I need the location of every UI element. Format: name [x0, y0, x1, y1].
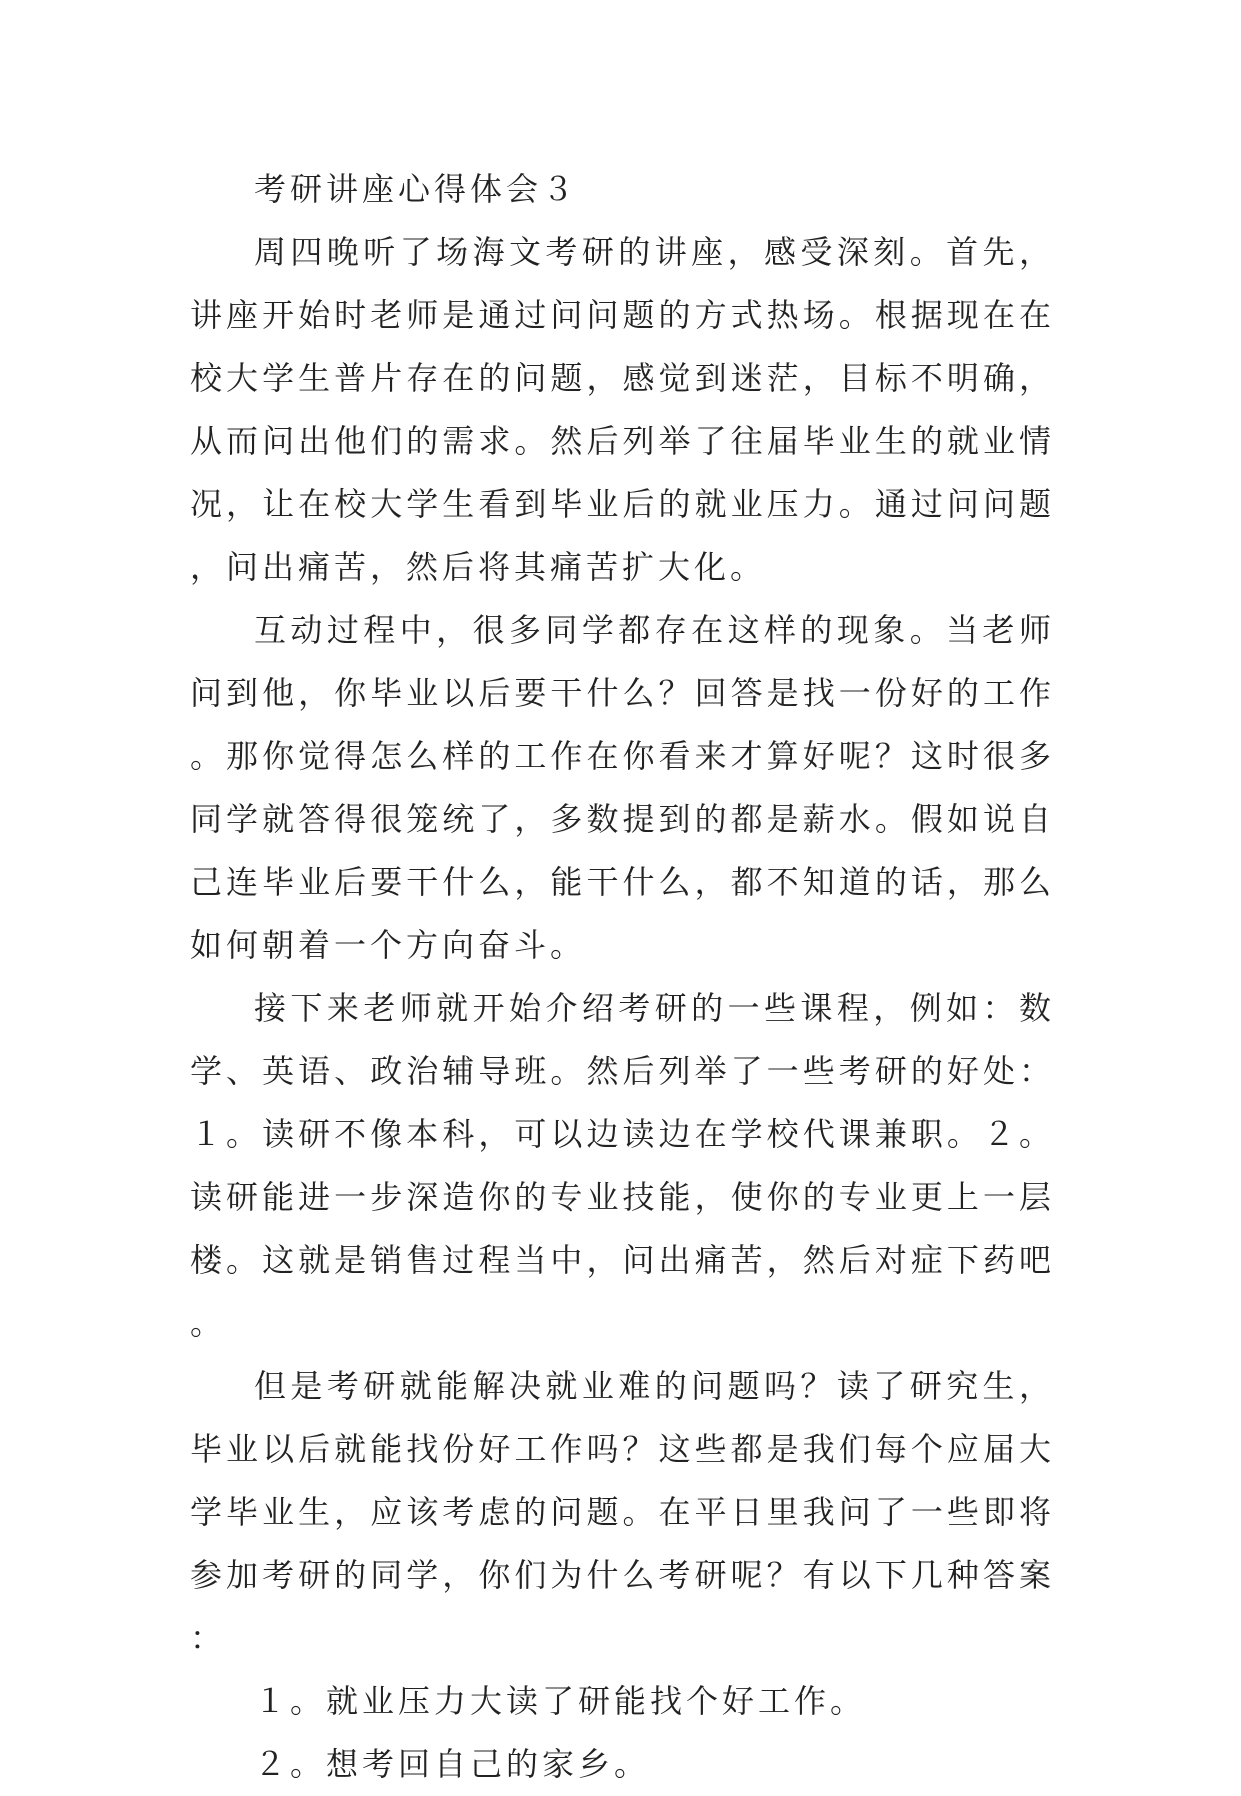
paragraph-4: 但是考研就能解决就业难的问题吗？读了研究生，毕业以后就能找份好工作吗？这些都是我们每个应届大学毕业生，应该考虑的问题。在平日里我问了一些即将参加考研的同学，你们为什么考研呢？有以下几种答案：: [190, 1367, 1055, 1657]
document-title: 考研讲座心得体会３: [254, 170, 579, 208]
paragraph-3: 接下来老师就开始介绍考研的一些课程，例如：数学、英语、政治辅导班。然后列举了一些考研的好处：１。读研不像本科，可以边读边在学校代课兼职。２。读研能进一步深造你的专业技能，使你的专业更上一层楼。这就是销售过程当中，问出痛苦，然后对症下药吧。: [190, 989, 1055, 1342]
paragraph-1: 周四晚听了场海文考研的讲座，感受深刻。首先，讲座开始时老师是通过问问题的方式热场。根据现在在校大学生普片存在的问题，感觉到迷茫，目标不明确，从而问出他们的需求。然后列举了往届毕业生的就业情况，让在校大学生看到毕业后的就业压力。通过问问题，问出痛苦，然后将其痛苦扩大化。: [190, 233, 1055, 586]
paragraph-2: 互动过程中，很多同学都存在这样的现象。当老师问到他，你毕业以后要干什么？回答是找一份好的工作。那你觉得怎么样的工作在你看来才算好呢？这时很多同学就答得很笼统了，多数提到的都是薪水。假如说自己连毕业后要干什么，能干什么，都不知道的话，那么如何朝着一个方向奋斗。: [190, 611, 1055, 964]
document-body: [190, 158, 1055, 1796]
list-item-1: １。就业压力大读了研能找个好工作。: [254, 1682, 867, 1720]
list-item-2: ２。想考回自己的家乡。: [254, 1745, 651, 1783]
